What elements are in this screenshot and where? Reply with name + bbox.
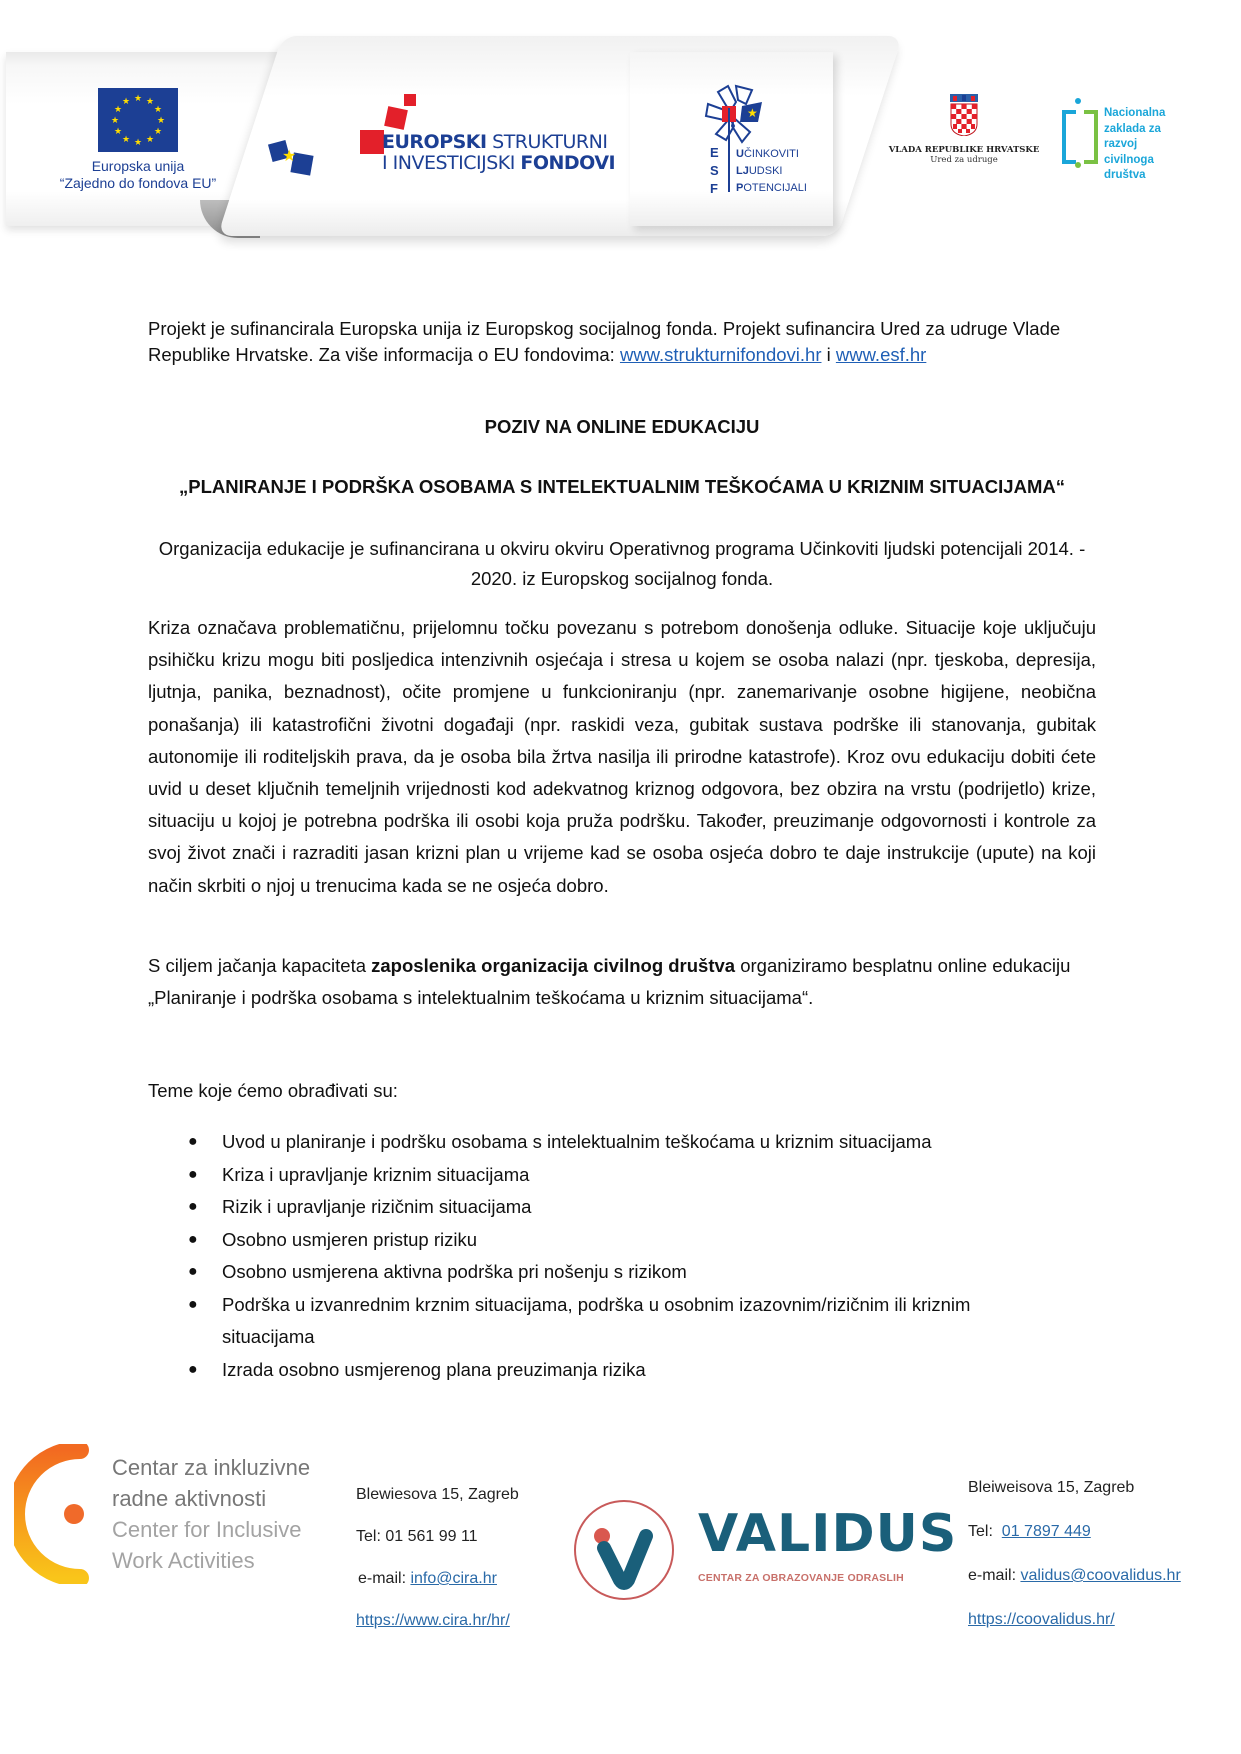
- esf-letters: [710, 144, 719, 198]
- nz-line: Nacionalna: [1104, 107, 1166, 119]
- validus-tel: [968, 1510, 1181, 1554]
- list-item: [148, 1191, 1096, 1224]
- nacionalna-zaklada-name: [1104, 106, 1165, 184]
- validus-circle-icon: [574, 1500, 674, 1600]
- funding-intro: [148, 316, 1096, 368]
- esif-square-icon: [404, 94, 416, 106]
- esf-word-bold: LJ: [736, 165, 749, 177]
- esif-square-icon: [360, 130, 384, 154]
- esif-logo: [282, 94, 616, 184]
- esf-letter: S: [710, 163, 719, 178]
- validus-tagline: CENTAR ZA OBRAZOVANJE ODRASLIH: [698, 1572, 904, 1584]
- cira-logo: [8, 1438, 338, 1598]
- email-label: e-mail:: [968, 1567, 1021, 1584]
- cira-name-line: radne aktivnosti: [112, 1486, 267, 1511]
- header-banner: [0, 0, 1241, 260]
- esif-line2-bold: FONDOVI: [520, 152, 616, 174]
- eu-logo: [48, 88, 228, 192]
- intro-text: Projekt je sufinancirala Europska unija iz Europskog socijalnog fonda. Projekt sufinancira Ured za udruge Vlade Republike Hrvatske. Za više informacija o EU fondovima:: [148, 318, 1061, 365]
- tel-label: Tel:: [356, 1528, 386, 1545]
- cira-name-line: Center for Inclusive: [112, 1517, 302, 1542]
- topics-list: [148, 1126, 1096, 1386]
- cira-contact: [356, 1474, 519, 1642]
- email-label: e-mail:: [358, 1570, 411, 1587]
- esf-logo: [700, 82, 820, 196]
- cira-address: Blewiesova 15, Zagreb: [356, 1486, 519, 1503]
- strukturnifondovi-link[interactable]: www.strukturnifondovi.hr: [619, 344, 822, 365]
- list-item: [148, 1126, 1096, 1159]
- pinwheel-icon: [700, 82, 770, 152]
- esif-star-icon: ★: [282, 148, 297, 165]
- event-title: „PLANIRANJE I PODRŠKA OSOBAMA S INTELEKTUALNIM TEŠKOĆAMA U KRIZNIM SITUACIJAMA“: [179, 476, 1065, 497]
- cira-name: [112, 1452, 310, 1576]
- bullet-icon: ●: [188, 1198, 198, 1215]
- vlada-rh-name: VLADA REPUBLIKE HRVATSKE: [888, 145, 1040, 155]
- list-item: [148, 1159, 1096, 1192]
- svg-text:★: ★: [747, 106, 758, 120]
- cira-email: [356, 1558, 519, 1600]
- bracket-dot-icon: [1075, 162, 1081, 168]
- vlada-rh-office: Ured za udruge: [930, 155, 998, 165]
- topic-text: Izrada osobno usmjerenog plana preuzimanja rizika: [222, 1358, 646, 1380]
- tel-label: Tel:: [968, 1523, 1002, 1540]
- validus-v-icon: [576, 1502, 672, 1598]
- list-item: [148, 1224, 1096, 1257]
- intro-text-between: i: [821, 344, 836, 365]
- bracket-dot-icon: [1075, 98, 1081, 104]
- esif-line2-regular: I INVESTICIJSKI: [382, 152, 521, 174]
- bullet-icon: ●: [188, 1263, 198, 1280]
- esf-word-bold: P: [736, 182, 744, 194]
- esif-square-icon: [384, 106, 408, 130]
- crisis-description: Kriza označava problematičnu, prijelomnu točku povezanu s potrebom donošenja odluke. Situacije koje uključuju psihičku krizu mogu biti posljedica intenzivnih osjećaja i stresa u kojem se osoba nalazi (npr. tjeskoba, depresija, ljutnja, panika, beznadnost), očite promjene u funkcioniranju (npr. zanemarivanje osobne higijene, neobična ponašanja) ili katastrofični životni događaji (npr. raskidi veza, gubitak sustava podrške ili stanovanja, gubitak autonomije ili roditeljskih prava, da je osoba bila žrtva nasilja ili prirodne katastrofe). Kroz ovu edukaciju dobiti ćete uvid u deset ključnih temeljnih vrijednosti kod adekvatnog kriznog odgovora, bez obzira na vrstu (podrijetlo) krize, situaciju u kojoj je potrebna podrška ili osobi koja pruža podršku. Također, preuzimanje odgovornosti i kontrole za svoj život znači i razraditi jasan krizni plan u vrijeme kad se osoba osjeća dobro te daje instrukcije (upute) na koji način skrbiti o njoj u trenucima kada se ne osjeća dobro.: [148, 617, 1096, 896]
- topic-text: Osobno usmjeren pristup riziku: [222, 1228, 477, 1250]
- topic-text: Kriza i upravljanje kriznim situacijama: [222, 1163, 530, 1185]
- esf-letter: E: [710, 145, 719, 160]
- validus-contact: [968, 1466, 1181, 1642]
- validus-email-link[interactable]: validus@coovalidus.hr: [1020, 1567, 1181, 1584]
- aim-text-before: S ciljem jačanja kapaciteta: [148, 955, 372, 976]
- bullet-icon: ●: [188, 1295, 198, 1313]
- esf-word-rest: UDSKI: [748, 165, 783, 177]
- eu-caption-line1: Europska unija: [91, 158, 185, 174]
- esif-line1-regular: STRUKTURNI: [486, 131, 608, 153]
- bracket-right-icon: [1084, 110, 1098, 164]
- bullet-icon: ●: [188, 1360, 198, 1378]
- aim-text-after: organiziramo besplatnu online edukaciju „Planiranje i podrška osobama s intelektualnim teškoćama u kriznim situacijama“.: [148, 955, 1071, 1008]
- bracket-left-icon: [1062, 110, 1076, 164]
- esif-wordmark: [382, 132, 615, 174]
- cira-tel-number: 01 561 99 11: [385, 1528, 478, 1545]
- eu-caption: [48, 158, 228, 192]
- topic-text: Podrška u izvanrednim krznim situacijama, podrška u osobnim izazovnim/rizičnim ili kriznim situacijama: [222, 1293, 971, 1347]
- cira-website-link[interactable]: https://www.cira.hr/hr/: [356, 1612, 510, 1629]
- topic-text: Osobno usmjerena aktivna podrška pri nošenju s rizikom: [222, 1261, 687, 1282]
- nacionalna-zaklada-logo: [1058, 96, 1198, 186]
- nz-line: zaklada za: [1104, 122, 1161, 135]
- validus-email: [968, 1554, 1181, 1598]
- esf-divider: [728, 108, 730, 192]
- eu-caption-line2: “Zajedno do fondova EU”: [59, 175, 217, 191]
- list-item: [148, 1354, 1096, 1387]
- bullet-icon: ●: [188, 1133, 198, 1150]
- bullet-icon: ●: [188, 1230, 198, 1248]
- topic-text: Rizik i upravljanje rizičnim situacijama: [222, 1196, 532, 1217]
- topics-heading: Teme koje ćemo obrađivati su:: [148, 1080, 398, 1101]
- validus-tel-link[interactable]: 01 7897 449: [1001, 1523, 1091, 1540]
- topic-text: Uvod u planiranje i podršku osobama s intelektualnim teškoćama u kriznim situacijama: [222, 1131, 932, 1152]
- funding-note: Organizacija edukacije je sufinancirana u okviru okviru Operativnog programa Učinkoviti ljudski potencijali 2014. - 2020. iz Europskog socijalnog fonda.: [158, 538, 1086, 589]
- validus-website: [968, 1598, 1181, 1642]
- aim-target-group: zaposlenika organizacija civilnog društva: [371, 955, 736, 976]
- nz-line: civilnoga: [1104, 153, 1154, 166]
- validus-wordmark: VALIDUS: [698, 1504, 958, 1564]
- list-item: [148, 1289, 1096, 1354]
- esf-link[interactable]: www.esf.hr: [835, 344, 927, 365]
- croatian-coat-of-arms-icon: [950, 94, 978, 136]
- list-item: [148, 1256, 1096, 1289]
- validus-address: Bleiweisova 15, Zagreb: [968, 1479, 1135, 1496]
- cira-website: [356, 1600, 519, 1642]
- nz-line: društva: [1104, 169, 1146, 181]
- esf-words: [736, 146, 807, 197]
- esf-word-bold: U: [736, 148, 744, 160]
- page-title: POZIV NA ONLINE EDUKACIJU: [484, 416, 760, 437]
- cira-email-link[interactable]: info@cira.hr: [410, 1570, 497, 1587]
- cira-tel: [356, 1516, 519, 1558]
- nz-line: razvoj: [1104, 138, 1138, 150]
- aim-paragraph: [148, 950, 1096, 1014]
- eu-flag-icon: ★ ★ ★ ★ ★ ★ ★ ★ ★ ★ ★ ★: [98, 88, 178, 152]
- cira-c-icon: [14, 1444, 94, 1584]
- esf-word-rest: OTENCIJALI: [743, 182, 807, 194]
- esf-letter: F: [710, 181, 718, 196]
- cira-name-line: Centar za inkluzivne: [112, 1455, 311, 1480]
- validus-website-link[interactable]: https://coovalidus.hr/: [968, 1611, 1115, 1628]
- esf-word-rest: ČINKOVITI: [743, 148, 799, 160]
- bullet-icon: ●: [188, 1165, 198, 1183]
- vlada-rh-logo: [884, 94, 1044, 165]
- esif-line1-bold: EUROPSKI: [382, 131, 487, 153]
- cira-name-line: Work Activities: [112, 1548, 255, 1573]
- validus-logo: [574, 1500, 964, 1620]
